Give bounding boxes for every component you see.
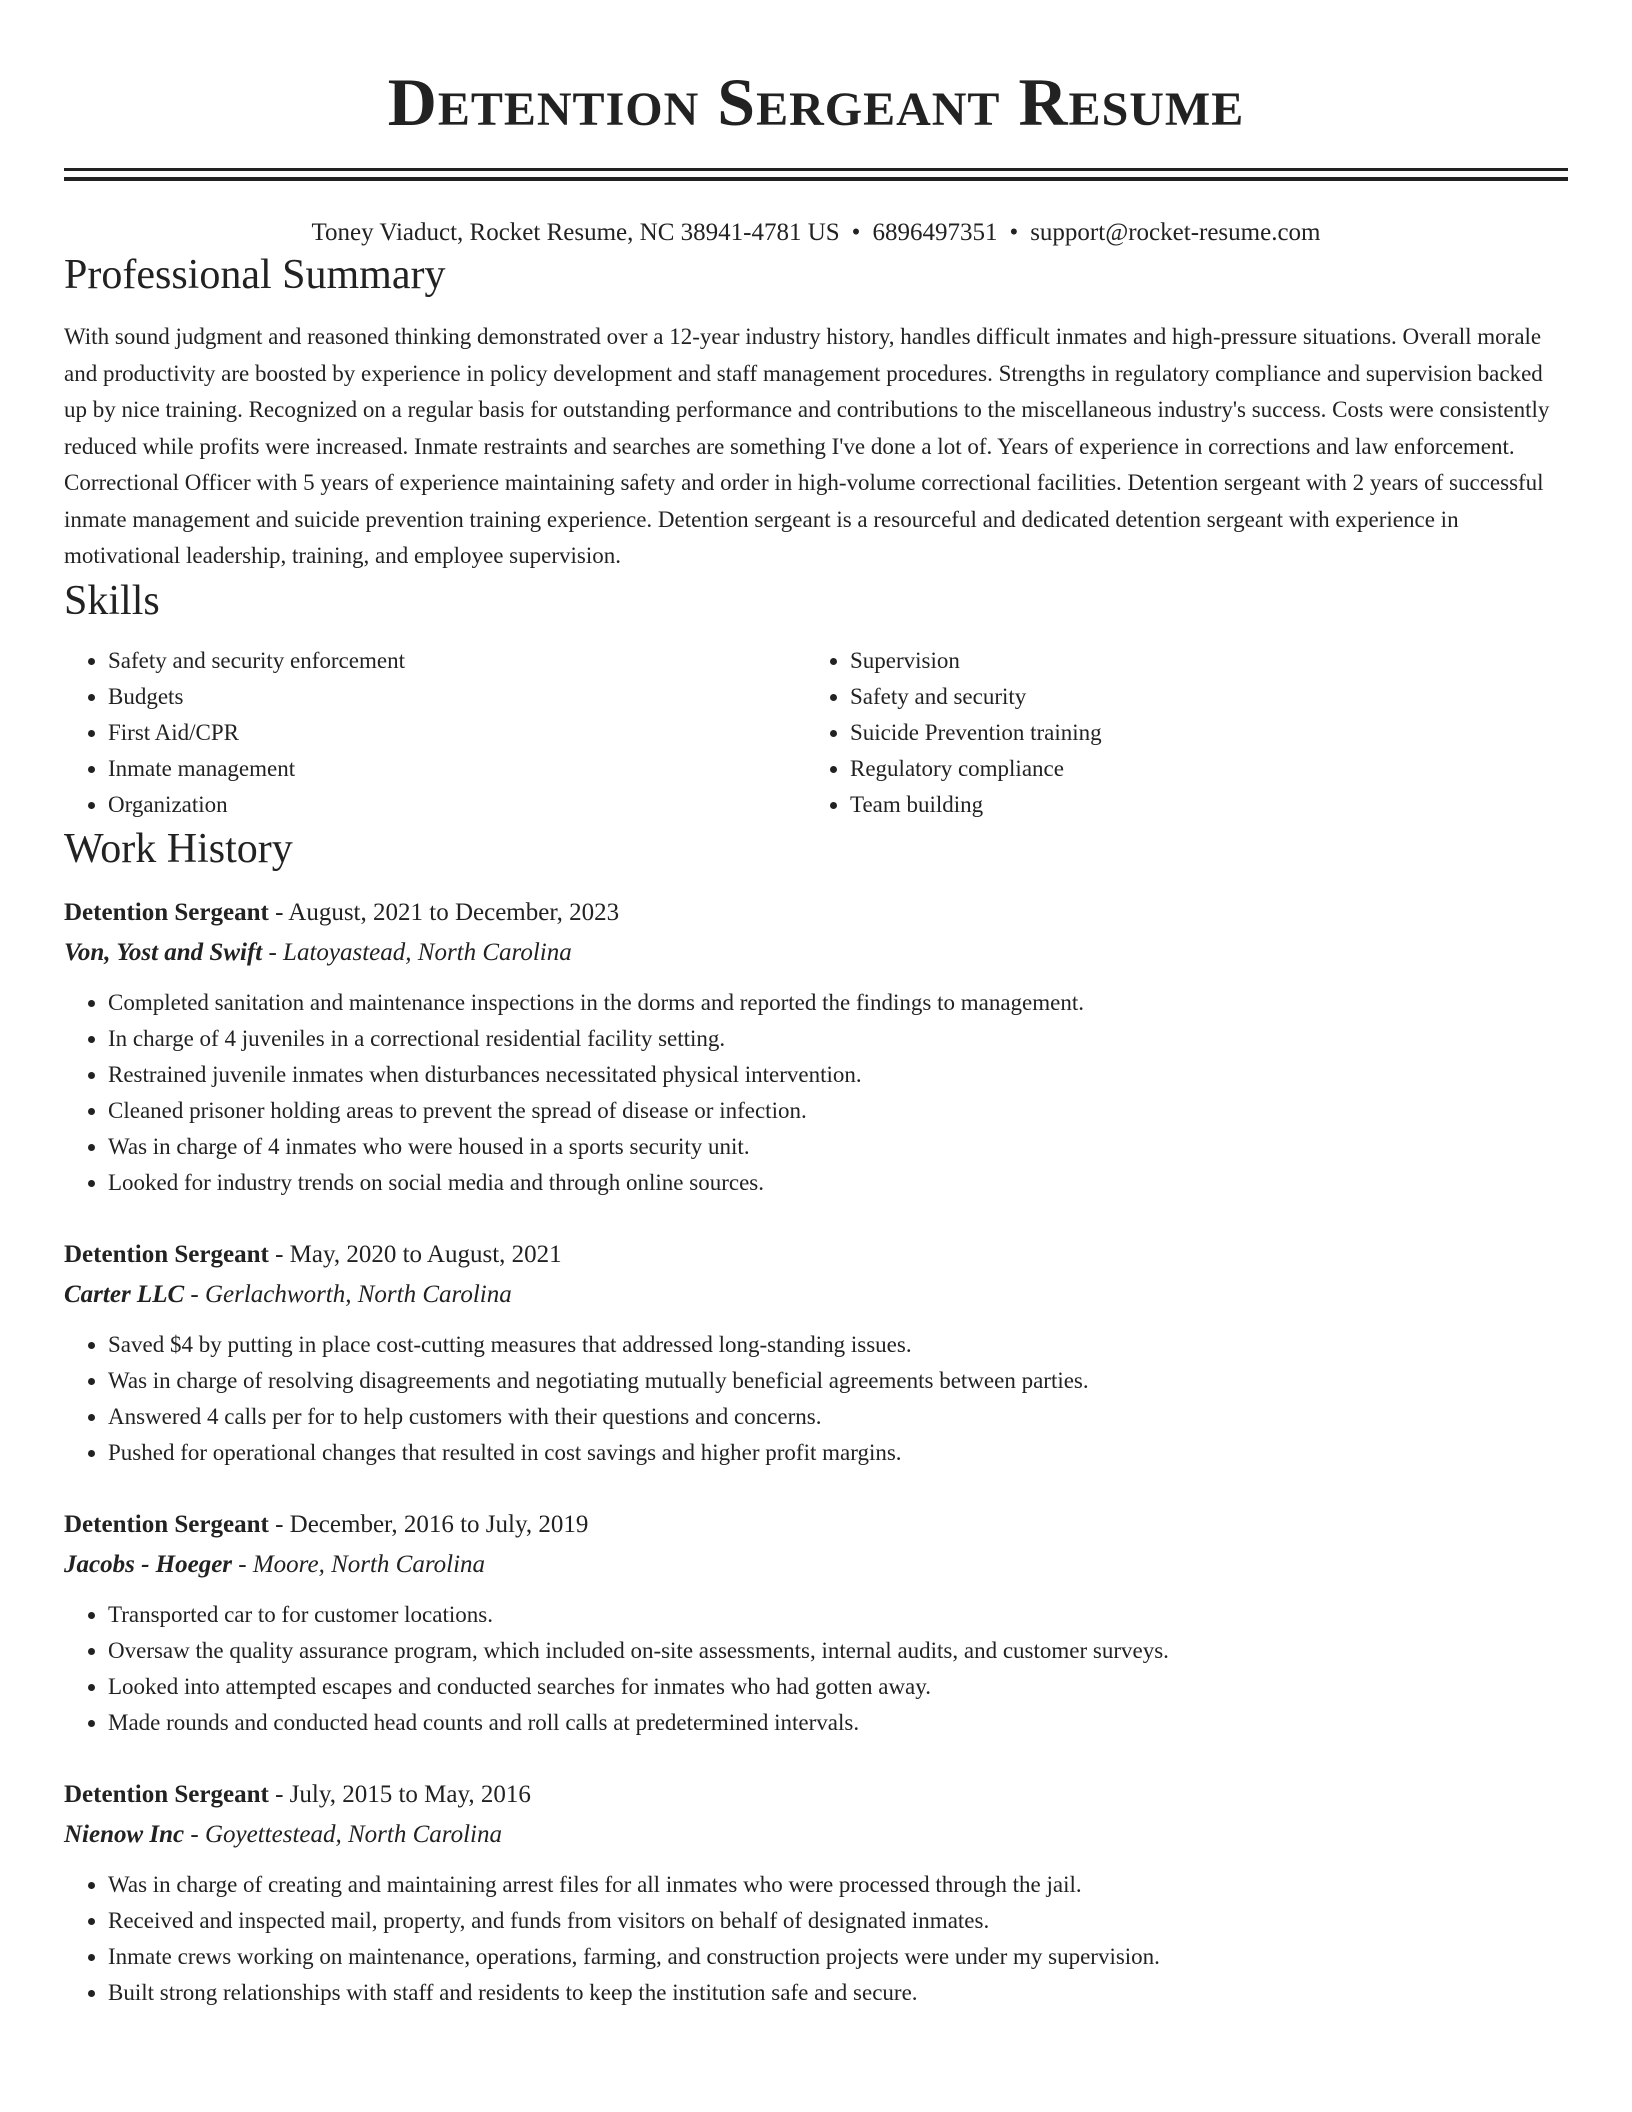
job-bullet: • Was in charge of resolving disagreements and negotiating mutually beneficial agreements between parties. xyxy=(108,1363,1568,1399)
job-location: - Gerlachworth, North Carolina xyxy=(184,1280,512,1308)
job-bullet: • Transported car to for customer locations. xyxy=(108,1597,1568,1633)
job-dates: - July, 2015 to May, 2016 xyxy=(268,1780,531,1808)
job-bullets xyxy=(64,1867,1568,2011)
job-bullet: • Received and inspected mail, property, and funds from visitors on behalf of designated inmates. xyxy=(108,1903,1568,1939)
job-title: Detention Sergeant xyxy=(64,1240,269,1268)
job-employer xyxy=(64,1545,1568,1585)
skill-item: • Safety and security xyxy=(850,679,1548,715)
contact-address: Toney Viaduct, Rocket Resume, NC 38941-4781 US xyxy=(311,219,840,246)
job-bullet: • Pushed for operational changes that resulted in cost savings and higher profit margins. xyxy=(108,1435,1568,1471)
skills-column-right xyxy=(806,643,1548,823)
job-bullet: • Answered 4 calls per for to help customers with their questions and concerns. xyxy=(108,1399,1568,1435)
job-company: Nienow Inc xyxy=(64,1820,185,1848)
skill-item: • Team building xyxy=(850,787,1548,823)
skills-heading: Skills xyxy=(64,577,160,624)
job-dates: - December, 2016 to July, 2019 xyxy=(268,1510,589,1538)
job-bullet: • Built strong relationships with staff and residents to keep the institution safe and secure. xyxy=(108,1975,1568,2011)
job-header xyxy=(64,1775,1568,1815)
job-bullet: • Looked for industry trends on social media and through online sources. xyxy=(108,1165,1568,1201)
skills-column-left xyxy=(64,643,806,823)
job-entry xyxy=(64,1505,1568,1741)
skill-item: • Supervision xyxy=(850,643,1548,679)
job-bullet: • In charge of 4 juveniles in a correctional residential facility setting. xyxy=(108,1021,1568,1057)
job-dates: - August, 2021 to December, 2023 xyxy=(268,898,620,926)
job-title: Detention Sergeant xyxy=(64,1510,269,1538)
job-bullets xyxy=(64,1597,1568,1741)
skill-item: • Regulatory compliance xyxy=(850,751,1548,787)
job-bullet: • Looked into attempted escapes and conducted searches for inmates who had gotten away. xyxy=(108,1669,1568,1705)
job-header xyxy=(64,1505,1568,1545)
job-header xyxy=(64,893,1568,933)
job-dates: - May, 2020 to August, 2021 xyxy=(268,1240,562,1268)
skill-item: • Suicide Prevention training xyxy=(850,715,1548,751)
job-entry xyxy=(64,1775,1568,2011)
title-divider-bottom xyxy=(64,177,1568,181)
skills-list xyxy=(64,643,1568,823)
job-bullet: • Saved $4 by putting in place cost-cutting measures that addressed long-standing issues. xyxy=(108,1327,1568,1363)
job-employer xyxy=(64,933,1568,973)
skill-item: • Organization xyxy=(108,787,806,823)
summary-heading: Professional Summary xyxy=(64,252,446,298)
job-bullets xyxy=(64,1327,1568,1471)
contact-email: support@rocket-resume.com xyxy=(1030,219,1321,246)
job-employer xyxy=(64,1275,1568,1315)
resume-page xyxy=(64,0,1568,2011)
contact-separator: • xyxy=(1009,219,1019,246)
skill-item: • Inmate management xyxy=(108,751,806,787)
skill-item: • Safety and security enforcement xyxy=(108,643,806,679)
job-location: - Moore, North Carolina xyxy=(232,1550,486,1578)
title-divider-top xyxy=(64,168,1568,171)
job-title: Detention Sergeant xyxy=(64,1780,269,1808)
job-location: - Latoyastead, North Carolina xyxy=(262,938,572,966)
job-bullets xyxy=(64,985,1568,1201)
job-location: - Goyettestead, North Carolina xyxy=(184,1820,502,1848)
job-bullet: • Cleaned prisoner holding areas to prevent the spread of disease or infection. xyxy=(108,1093,1568,1129)
skill-item: • First Aid/CPR xyxy=(108,715,806,751)
job-bullet: • Inmate crews working on maintenance, operations, farming, and construction projects were under my supervision. xyxy=(108,1939,1568,1975)
resume-title: Detention Sergeant Resume xyxy=(387,64,1245,140)
contact-separator: • xyxy=(851,219,861,246)
job-bullet: • Made rounds and conducted head counts and roll calls at predetermined intervals. xyxy=(108,1705,1568,1741)
contact-phone: 6896497351 xyxy=(872,219,998,246)
job-bullet: • Completed sanitation and maintenance inspections in the dorms and reported the findings to management. xyxy=(108,985,1568,1021)
job-header xyxy=(64,1235,1568,1275)
skill-item: • Budgets xyxy=(108,679,806,715)
work-history-heading: Work History xyxy=(64,825,293,872)
job-company: Jacobs - Hoeger xyxy=(64,1550,233,1578)
job-title: Detention Sergeant xyxy=(64,898,269,926)
job-bullet: • Was in charge of 4 inmates who were housed in a sports security unit. xyxy=(108,1129,1568,1165)
job-company: Von, Yost and Swift xyxy=(64,938,263,966)
job-entry xyxy=(64,893,1568,1201)
summary-text: With sound judgment and reasoned thinking demonstrated over a 12-year industry history, handles difficult inmates and high-pressure situations. Overall morale and productivity are boosted by experience in policy development and staff management procedures. Strengths in regulatory compliance and supervision backed up by nice training. Recognized on a regular basis for outstanding performance and contributions to the miscellaneous industry's success. Costs were consistently reduced while profits were increased. Inmate restraints and searches are something I've done a lot of. Years of experience in corrections and law enforcement. Correctional Officer with 5 years of experience maintaining safety and order in high-volume correctional facilities. Detention sergeant with 2 years of successful inmate management and suicide prevention training experience. Detention sergeant is a resourceful and dedicated detention sergeant with experience in motivational leadership, training, and employee supervision. xyxy=(64,324,1550,568)
job-company: Carter LLC xyxy=(64,1280,185,1308)
contact-line xyxy=(64,217,1568,249)
job-bullet: • Restrained juvenile inmates when disturbances necessitated physical intervention. xyxy=(108,1057,1568,1093)
job-employer xyxy=(64,1815,1568,1855)
job-bullet: • Was in charge of creating and maintaining arrest files for all inmates who were processed through the jail. xyxy=(108,1867,1568,1903)
job-bullet: • Oversaw the quality assurance program, which included on-site assessments, internal audits, and customer surveys. xyxy=(108,1633,1568,1669)
job-entry xyxy=(64,1235,1568,1471)
